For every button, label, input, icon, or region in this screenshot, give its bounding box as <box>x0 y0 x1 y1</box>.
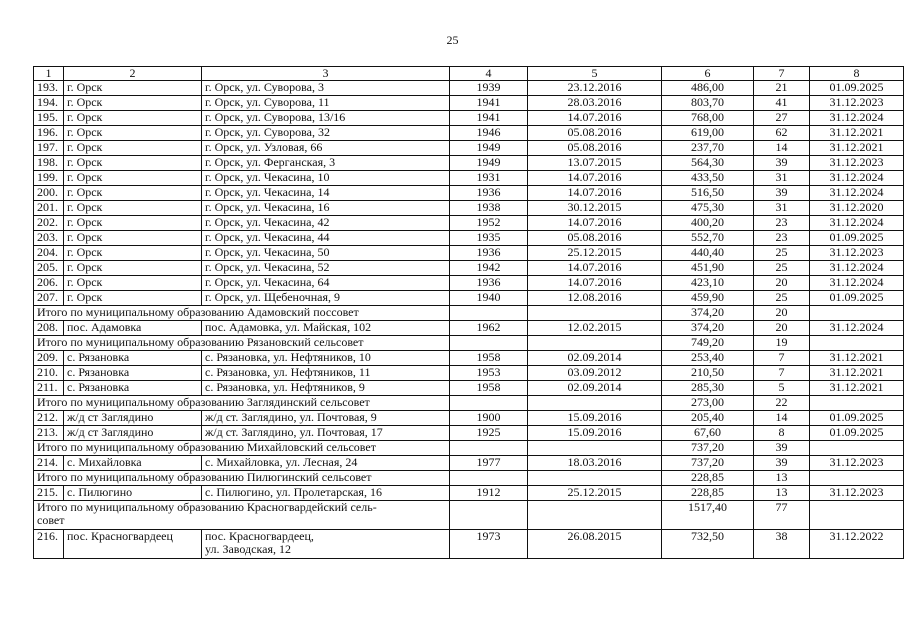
build-year: 1952 <box>450 216 528 231</box>
table-row <box>34 530 904 559</box>
build-year: 1958 <box>450 381 528 396</box>
resettlement-deadline: 31.12.2021 <box>810 126 904 141</box>
address: с. Рязановка, ул. Нефтяников, 11 <box>202 366 450 381</box>
build-year: 1958 <box>450 351 528 366</box>
address-line-1: пос. Красногвардеец, <box>205 529 314 543</box>
row-number: 202. <box>34 216 64 231</box>
area: 237,70 <box>662 141 754 156</box>
empty-cell <box>528 471 662 486</box>
housing-registry-table <box>33 66 904 559</box>
table-row <box>34 201 904 216</box>
address: г. Орск, ул. Чекасина, 52 <box>202 261 450 276</box>
area: 732,50 <box>662 530 754 559</box>
column-header-5: 5 <box>528 67 662 81</box>
survey-date: 14.07.2016 <box>528 216 662 231</box>
table-row <box>34 171 904 186</box>
resettlement-deadline: 31.12.2024 <box>810 261 904 276</box>
subtotal-label: Итого по муниципальному образованию Михайловский сельсовет <box>34 441 450 456</box>
area: 433,50 <box>662 171 754 186</box>
empty-cell <box>528 306 662 321</box>
settlement: г. Орск <box>64 186 202 201</box>
survey-date: 14.07.2016 <box>528 276 662 291</box>
subtotal-label: Итого по муниципальному образованию Рязановский сельсовет <box>34 336 450 351</box>
settlement: пос. Красногвардеец <box>64 530 202 559</box>
page-number: 25 <box>446 33 459 47</box>
settlement: г. Орск <box>64 291 202 306</box>
resettlement-deadline: 31.12.2024 <box>810 216 904 231</box>
subtotal-residents: 13 <box>754 471 810 486</box>
row-number: 200. <box>34 186 64 201</box>
subtotal-area: 228,85 <box>662 471 754 486</box>
settlement: с. Рязановка <box>64 366 202 381</box>
address: г. Орск, ул. Чекасина, 14 <box>202 186 450 201</box>
table-row <box>34 411 904 426</box>
area: 374,20 <box>662 321 754 336</box>
column-header-7: 7 <box>754 67 810 81</box>
residents: 25 <box>754 291 810 306</box>
subtotal-deadline <box>810 471 904 486</box>
residents: 39 <box>754 456 810 471</box>
settlement: пос. Адамовка <box>64 321 202 336</box>
table-row <box>34 156 904 171</box>
empty-cell <box>450 306 528 321</box>
empty-cell <box>450 396 528 411</box>
build-year: 1900 <box>450 411 528 426</box>
table-row <box>34 276 904 291</box>
settlement: г. Орск <box>64 126 202 141</box>
resettlement-deadline: 31.12.2024 <box>810 186 904 201</box>
survey-date: 26.08.2015 <box>528 530 662 559</box>
address: ж/д ст. Заглядино, ул. Почтовая, 17 <box>202 426 450 441</box>
subtotal-area: 749,20 <box>662 336 754 351</box>
row-number: 199. <box>34 171 64 186</box>
resettlement-deadline: 01.09.2025 <box>810 81 904 96</box>
resettlement-deadline: 31.12.2020 <box>810 201 904 216</box>
settlement: ж/д ст Заглядино <box>64 426 202 441</box>
residents: 23 <box>754 231 810 246</box>
area: 205,40 <box>662 411 754 426</box>
column-header-3: 3 <box>202 67 450 81</box>
survey-date: 03.09.2012 <box>528 366 662 381</box>
settlement: г. Орск <box>64 261 202 276</box>
column-header-1: 1 <box>34 67 64 81</box>
table-row <box>34 456 904 471</box>
survey-date: 12.02.2015 <box>528 321 662 336</box>
residents: 62 <box>754 126 810 141</box>
row-number: 205. <box>34 261 64 276</box>
area: 516,50 <box>662 186 754 201</box>
survey-date: 02.09.2014 <box>528 351 662 366</box>
area: 737,20 <box>662 456 754 471</box>
resettlement-deadline: 31.12.2024 <box>810 276 904 291</box>
column-header-6: 6 <box>662 67 754 81</box>
build-year: 1936 <box>450 276 528 291</box>
residents: 25 <box>754 261 810 276</box>
empty-cell <box>528 441 662 456</box>
build-year: 1935 <box>450 231 528 246</box>
table-row <box>34 186 904 201</box>
row-number: 196. <box>34 126 64 141</box>
subtotal-deadline <box>810 306 904 321</box>
resettlement-deadline: 31.12.2023 <box>810 156 904 171</box>
area: 459,90 <box>662 291 754 306</box>
column-header-8: 8 <box>810 67 904 81</box>
residents: 21 <box>754 81 810 96</box>
row-number: 193. <box>34 81 64 96</box>
build-year: 1946 <box>450 126 528 141</box>
address: г. Орск, ул. Суворова, 32 <box>202 126 450 141</box>
table-row <box>34 126 904 141</box>
subtotal-residents: 22 <box>754 396 810 411</box>
survey-date: 14.07.2016 <box>528 111 662 126</box>
address: г. Орск, ул. Суворова, 11 <box>202 96 450 111</box>
empty-cell <box>528 396 662 411</box>
build-year: 1931 <box>450 171 528 186</box>
build-year: 1939 <box>450 81 528 96</box>
area: 803,70 <box>662 96 754 111</box>
settlement: г. Орск <box>64 81 202 96</box>
settlement: г. Орск <box>64 201 202 216</box>
residents: 14 <box>754 411 810 426</box>
residents: 25 <box>754 246 810 261</box>
subtotal-label: Итого по муниципальному образованию Адамовский поссовет <box>34 306 450 321</box>
subtotal-deadline <box>810 336 904 351</box>
resettlement-deadline: 31.12.2021 <box>810 141 904 156</box>
subtotal-label <box>34 501 450 530</box>
address: г. Орск, ул. Чекасина, 44 <box>202 231 450 246</box>
table-row <box>34 381 904 396</box>
area: 440,40 <box>662 246 754 261</box>
table-row <box>34 96 904 111</box>
address: с. Михайловка, ул. Лесная, 24 <box>202 456 450 471</box>
residents: 27 <box>754 111 810 126</box>
residents: 7 <box>754 351 810 366</box>
row-number: 212. <box>34 411 64 426</box>
survey-date: 14.07.2016 <box>528 186 662 201</box>
residents: 31 <box>754 171 810 186</box>
address: г. Орск, ул. Чекасина, 10 <box>202 171 450 186</box>
area: 253,40 <box>662 351 754 366</box>
subtotal-area: 737,20 <box>662 441 754 456</box>
settlement: с. Михайловка <box>64 456 202 471</box>
build-year: 1925 <box>450 426 528 441</box>
build-year: 1938 <box>450 201 528 216</box>
area: 210,50 <box>662 366 754 381</box>
settlement: с. Рязановка <box>64 351 202 366</box>
subtotal-label-line-2: совет <box>37 513 65 527</box>
empty-cell <box>528 501 662 530</box>
address: г. Орск, ул. Чекасина, 16 <box>202 201 450 216</box>
subtotal-label: Итого по муниципальному образованию Пилюгинский сельсовет <box>34 471 450 486</box>
empty-cell <box>450 441 528 456</box>
subtotal-area: 1517,40 <box>662 501 754 530</box>
resettlement-deadline: 31.12.2024 <box>810 171 904 186</box>
table-row <box>34 231 904 246</box>
subtotal-area: 374,20 <box>662 306 754 321</box>
row-number: 198. <box>34 156 64 171</box>
survey-date: 25.12.2015 <box>528 246 662 261</box>
subtotal-row <box>34 336 904 351</box>
subtotal-label-line-1: Итого по муниципальному образованию Красногвардейский сель- <box>37 500 377 514</box>
address: с. Рязановка, ул. Нефтяников, 9 <box>202 381 450 396</box>
table-row <box>34 486 904 501</box>
address-line-2: ул. Заводская, 12 <box>205 542 291 556</box>
row-number: 203. <box>34 231 64 246</box>
address: г. Орск, ул. Суворова, 13/16 <box>202 111 450 126</box>
residents: 41 <box>754 96 810 111</box>
area: 67,60 <box>662 426 754 441</box>
table-row <box>34 261 904 276</box>
settlement: г. Орск <box>64 246 202 261</box>
settlement: с. Пилюгино <box>64 486 202 501</box>
subtotal-deadline <box>810 441 904 456</box>
residents: 31 <box>754 201 810 216</box>
subtotal-row <box>34 396 904 411</box>
build-year: 1936 <box>450 246 528 261</box>
settlement: г. Орск <box>64 231 202 246</box>
residents: 20 <box>754 321 810 336</box>
subtotal-residents: 20 <box>754 306 810 321</box>
survey-date: 15.09.2016 <box>528 426 662 441</box>
row-number: 213. <box>34 426 64 441</box>
build-year: 1953 <box>450 366 528 381</box>
residents: 20 <box>754 276 810 291</box>
address: с. Пилюгино, ул. Пролетарская, 16 <box>202 486 450 501</box>
empty-cell <box>528 336 662 351</box>
address: г. Орск, ул. Чекасина, 50 <box>202 246 450 261</box>
area: 285,30 <box>662 381 754 396</box>
build-year: 1977 <box>450 456 528 471</box>
table-row <box>34 426 904 441</box>
resettlement-deadline: 01.09.2025 <box>810 411 904 426</box>
survey-date: 25.12.2015 <box>528 486 662 501</box>
subtotal-row <box>34 471 904 486</box>
address: пос. Адамовка, ул. Майская, 102 <box>202 321 450 336</box>
subtotal-residents: 77 <box>754 501 810 530</box>
area: 564,30 <box>662 156 754 171</box>
row-number: 195. <box>34 111 64 126</box>
build-year: 1941 <box>450 111 528 126</box>
column-header-2: 2 <box>64 67 202 81</box>
survey-date: 18.03.2016 <box>528 456 662 471</box>
residents: 8 <box>754 426 810 441</box>
settlement: г. Орск <box>64 156 202 171</box>
subtotal-row <box>34 306 904 321</box>
survey-date: 05.08.2016 <box>528 126 662 141</box>
build-year: 1941 <box>450 96 528 111</box>
empty-cell <box>450 501 528 530</box>
table-row <box>34 111 904 126</box>
survey-date: 05.08.2016 <box>528 141 662 156</box>
row-number: 207. <box>34 291 64 306</box>
settlement: г. Орск <box>64 171 202 186</box>
settlement: г. Орск <box>64 276 202 291</box>
subtotal-residents: 19 <box>754 336 810 351</box>
area: 475,30 <box>662 201 754 216</box>
area: 451,90 <box>662 261 754 276</box>
resettlement-deadline: 31.12.2024 <box>810 111 904 126</box>
settlement: г. Орск <box>64 111 202 126</box>
address: г. Орск, ул. Чекасина, 42 <box>202 216 450 231</box>
row-number: 214. <box>34 456 64 471</box>
table-row <box>34 141 904 156</box>
subtotal-area: 273,00 <box>662 396 754 411</box>
survey-date: 14.07.2016 <box>528 171 662 186</box>
build-year: 1949 <box>450 141 528 156</box>
survey-date: 30.12.2015 <box>528 201 662 216</box>
row-number: 194. <box>34 96 64 111</box>
table-row <box>34 366 904 381</box>
resettlement-deadline: 31.12.2023 <box>810 96 904 111</box>
area: 423,10 <box>662 276 754 291</box>
area: 552,70 <box>662 231 754 246</box>
settlement: г. Орск <box>64 216 202 231</box>
column-number-row <box>34 67 904 81</box>
build-year: 1962 <box>450 321 528 336</box>
table-row <box>34 321 904 336</box>
area: 619,00 <box>662 126 754 141</box>
subtotal-label: Итого по муниципальному образованию Заглядинский сельсовет <box>34 396 450 411</box>
area: 228,85 <box>662 486 754 501</box>
table-body <box>34 67 904 559</box>
address: г. Орск, ул. Щебеночная, 9 <box>202 291 450 306</box>
build-year: 1973 <box>450 530 528 559</box>
row-number: 215. <box>34 486 64 501</box>
build-year: 1936 <box>450 186 528 201</box>
survey-date: 23.12.2016 <box>528 81 662 96</box>
build-year: 1949 <box>450 156 528 171</box>
subtotal-row <box>34 441 904 456</box>
build-year: 1912 <box>450 486 528 501</box>
area: 400,20 <box>662 216 754 231</box>
address: ж/д ст. Заглядино, ул. Почтовая, 9 <box>202 411 450 426</box>
area: 486,00 <box>662 81 754 96</box>
address <box>202 530 450 559</box>
empty-cell <box>450 336 528 351</box>
subtotal-residents: 39 <box>754 441 810 456</box>
resettlement-deadline: 31.12.2021 <box>810 366 904 381</box>
residents: 14 <box>754 141 810 156</box>
subtotal-row <box>34 501 904 530</box>
residents: 5 <box>754 381 810 396</box>
row-number: 208. <box>34 321 64 336</box>
residents: 7 <box>754 366 810 381</box>
table-row <box>34 351 904 366</box>
resettlement-deadline: 01.09.2025 <box>810 291 904 306</box>
row-number: 209. <box>34 351 64 366</box>
settlement: с. Рязановка <box>64 381 202 396</box>
subtotal-deadline <box>810 396 904 411</box>
address: с. Рязановка, ул. Нефтяников, 10 <box>202 351 450 366</box>
address: г. Орск, ул. Ферганская, 3 <box>202 156 450 171</box>
residents: 23 <box>754 216 810 231</box>
row-number: 201. <box>34 201 64 216</box>
table-row <box>34 246 904 261</box>
empty-cell <box>450 471 528 486</box>
row-number: 210. <box>34 366 64 381</box>
table-row <box>34 291 904 306</box>
table-row <box>34 216 904 231</box>
resettlement-deadline: 31.12.2024 <box>810 321 904 336</box>
build-year: 1942 <box>450 261 528 276</box>
row-number: 216. <box>34 530 64 559</box>
resettlement-deadline: 01.09.2025 <box>810 231 904 246</box>
survey-date: 14.07.2016 <box>528 261 662 276</box>
survey-date: 15.09.2016 <box>528 411 662 426</box>
build-year: 1940 <box>450 291 528 306</box>
row-number: 211. <box>34 381 64 396</box>
resettlement-deadline: 31.12.2023 <box>810 246 904 261</box>
residents: 38 <box>754 530 810 559</box>
residents: 39 <box>754 186 810 201</box>
area: 768,00 <box>662 111 754 126</box>
settlement: ж/д ст Заглядино <box>64 411 202 426</box>
survey-date: 13.07.2015 <box>528 156 662 171</box>
address: г. Орск, ул. Узловая, 66 <box>202 141 450 156</box>
survey-date: 05.08.2016 <box>528 231 662 246</box>
resettlement-deadline: 31.12.2023 <box>810 456 904 471</box>
table-row <box>34 81 904 96</box>
row-number: 197. <box>34 141 64 156</box>
address: г. Орск, ул. Чекасина, 64 <box>202 276 450 291</box>
resettlement-deadline: 31.12.2023 <box>810 486 904 501</box>
survey-date: 28.03.2016 <box>528 96 662 111</box>
resettlement-deadline: 31.12.2021 <box>810 381 904 396</box>
residents: 39 <box>754 156 810 171</box>
survey-date: 02.09.2014 <box>528 381 662 396</box>
resettlement-deadline: 31.12.2022 <box>810 530 904 559</box>
residents: 13 <box>754 486 810 501</box>
address: г. Орск, ул. Суворова, 3 <box>202 81 450 96</box>
subtotal-deadline <box>810 501 904 530</box>
row-number: 204. <box>34 246 64 261</box>
column-header-4: 4 <box>450 67 528 81</box>
resettlement-deadline: 31.12.2021 <box>810 351 904 366</box>
settlement: г. Орск <box>64 96 202 111</box>
row-number: 206. <box>34 276 64 291</box>
resettlement-deadline: 01.09.2025 <box>810 426 904 441</box>
survey-date: 12.08.2016 <box>528 291 662 306</box>
settlement: г. Орск <box>64 141 202 156</box>
